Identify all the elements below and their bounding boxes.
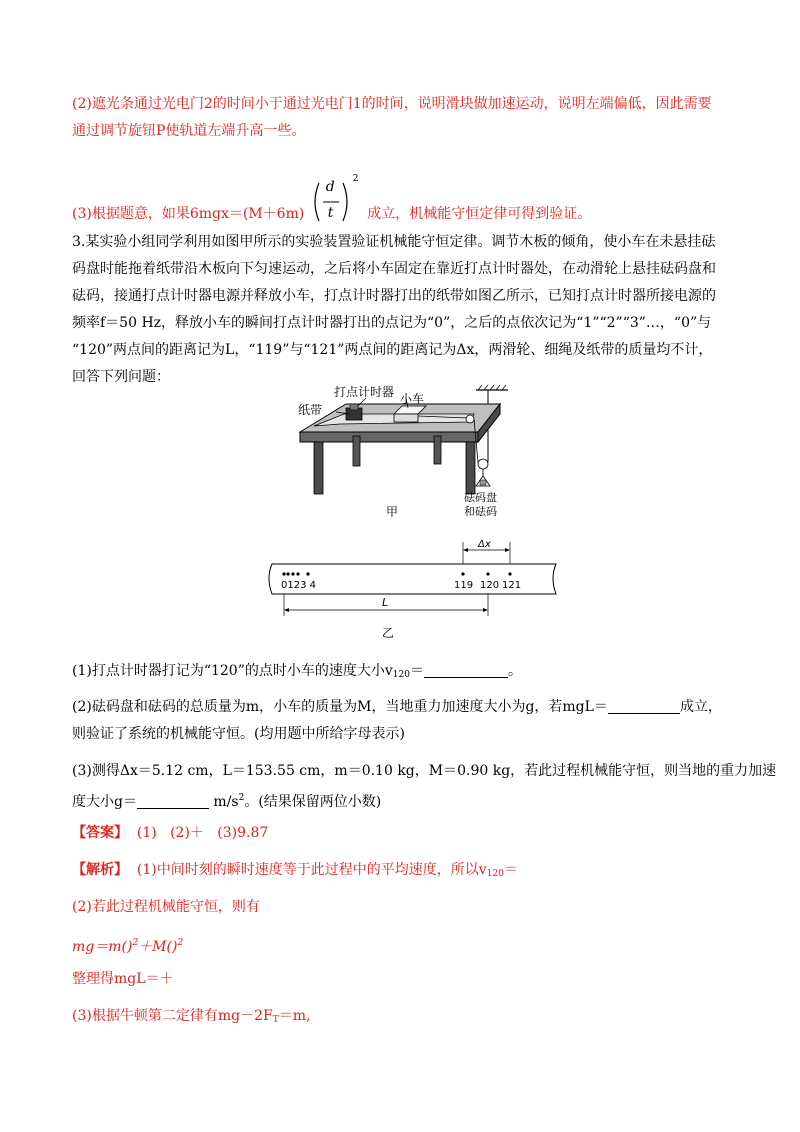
answer-blank-2[interactable] — [608, 699, 680, 714]
answer-blank-1[interactable] — [424, 663, 508, 678]
label-tape: 纸带 — [298, 403, 323, 417]
analysis-label: 【解析】 — [72, 862, 128, 878]
answer-2-line-2: 通过调节旋钮P使轨道左端升高一些。 — [72, 123, 306, 139]
figure-tape — [264, 538, 564, 648]
sub-q1 — [72, 661, 522, 685]
sub-q2-line-1 — [72, 697, 722, 717]
label-car: 小车 — [400, 392, 425, 406]
sub-q2-line-2: 则验证了系统的机械能守恒。(均用题中所给字母表示) — [72, 726, 405, 742]
analysis-3-line — [72, 1006, 310, 1030]
sub-q3-line-2 — [72, 788, 381, 812]
q3-line-6: 回答下列问题： — [72, 369, 170, 385]
sub-q3-unit-exp: 2 — [238, 793, 245, 803]
fraction-numerator: d — [325, 179, 335, 195]
answer-blank-3[interactable] — [137, 794, 209, 809]
answer-2-line-1: (2)遮光条通过光电门2的时间小于通过光电门1的时间，说明滑块做加速运动，说明左端偏低，因此需要 — [72, 96, 712, 112]
label-dot-119: 119 — [454, 580, 474, 591]
label-delta-x: Δx — [478, 539, 491, 550]
q3-line-5: “120”两点间的距离记为L，“119”与“121”两点间的距离记为Δx，两滑轮、细绳及纸带的质量均不计， — [72, 342, 713, 358]
sub-q1-text: (1)打点计时器打记为“120”的点时小车的速度大小v — [72, 663, 393, 679]
eq1-part-b: ＋M() — [138, 939, 178, 955]
label-weights: 和砝码 — [464, 505, 497, 518]
fraction-exponent: 2 — [352, 174, 359, 184]
answer-label: 【答案】 — [72, 825, 128, 841]
sub-q3-post: 。(结果保留两位小数) — [244, 794, 382, 810]
answer-3-line — [72, 174, 592, 237]
q3-line-2: 码盘时能拖着纸带沿木板向下匀速运动，之后将小车固定在靠近打点计时器处，在动滑轮上悬挂砝码盘和 — [72, 261, 716, 277]
sub-q1-subscript: 120 — [392, 670, 410, 680]
figure-apparatus — [278, 384, 518, 524]
label-timer: 打点计时器 — [334, 385, 395, 399]
sub-q3-unit: m/s — [208, 794, 239, 810]
label-weight-pan: 砝码盘 — [464, 491, 497, 504]
analysis-text: (1)中间时刻的瞬时速度等于此过程中的平均速度，所以v — [128, 862, 487, 878]
analysis-2-line: (2)若此过程机械能守恒，则有 — [72, 899, 260, 915]
eq1-exp-1: 2 — [132, 938, 139, 948]
sub-q3-text: 度大小g＝ — [72, 794, 137, 810]
analysis-3-subscript: T — [272, 1015, 279, 1025]
sub-q3-line-1: (3)测得Δx＝5.12 cm，L＝153.55 cm，m＝0.10 kg，M＝0.90 kg，若此过程机械能守恒，则当地的重力加速 — [72, 763, 777, 779]
analysis-3-post: ＝m, — [278, 1008, 311, 1024]
label-dots-0-4: 0123 4 — [281, 580, 316, 591]
answer-3-text-pre: (3)根据题意，如果6mgx＝(M＋6m) — [72, 206, 305, 222]
analysis-3-text: (3)根据牛顿第二定律有mg－2F — [72, 1008, 273, 1024]
analysis-equation-1 — [72, 933, 183, 957]
label-jia: 甲 — [386, 505, 399, 519]
eq1-exp-2: 2 — [177, 938, 184, 948]
fraction-d-over-t — [309, 174, 363, 237]
label-L: L — [382, 596, 389, 609]
q3-line-1: 3.某实验小组同学利用如图甲所示的实验装置验证机械能守恒定律。调节木板的倾角，使小车在未悬挂砝 — [72, 234, 716, 250]
eq1-part-a: mg＝m() — [72, 939, 133, 955]
analysis-rearranged: 整理得mgL＝＋ — [72, 971, 174, 987]
fraction-denominator: t — [327, 205, 334, 221]
analysis-subscript: 120 — [486, 869, 504, 879]
label-yi: 乙 — [382, 626, 395, 640]
analysis-line — [72, 860, 518, 884]
sub-q1-end: 。 — [507, 663, 522, 679]
label-dot-120: 120 — [480, 580, 500, 591]
answer-3-text-post: 成立，机械能守恒定律可得到验证。 — [367, 206, 592, 222]
answer-line — [72, 823, 268, 843]
q3-line-3: 砝码，接通打点计时器电源并释放小车，打点计时器打出的纸带如图乙所示，已知打点计时器所接电源的 — [72, 288, 716, 304]
q3-line-4: 频率f＝50 Hz，释放小车的瞬间打点计时器打出的点记为“0”，之后的点依次记为“1”“2”“3”…，“0”与 — [72, 315, 712, 331]
sub-q2-text: (2)砝码盘和砝码的总质量为m，小车的质量为M，当地重力加速度大小为g，若mgL＝ — [72, 699, 608, 715]
label-dot-121: 121 — [502, 580, 522, 591]
sub-q2-post: 成立， — [679, 699, 722, 715]
sub-q1-eq: ＝ — [409, 663, 424, 679]
analysis-eq: ＝ — [503, 862, 518, 878]
answer-text: (1) (2)＋ (3)9.87 — [128, 825, 269, 841]
